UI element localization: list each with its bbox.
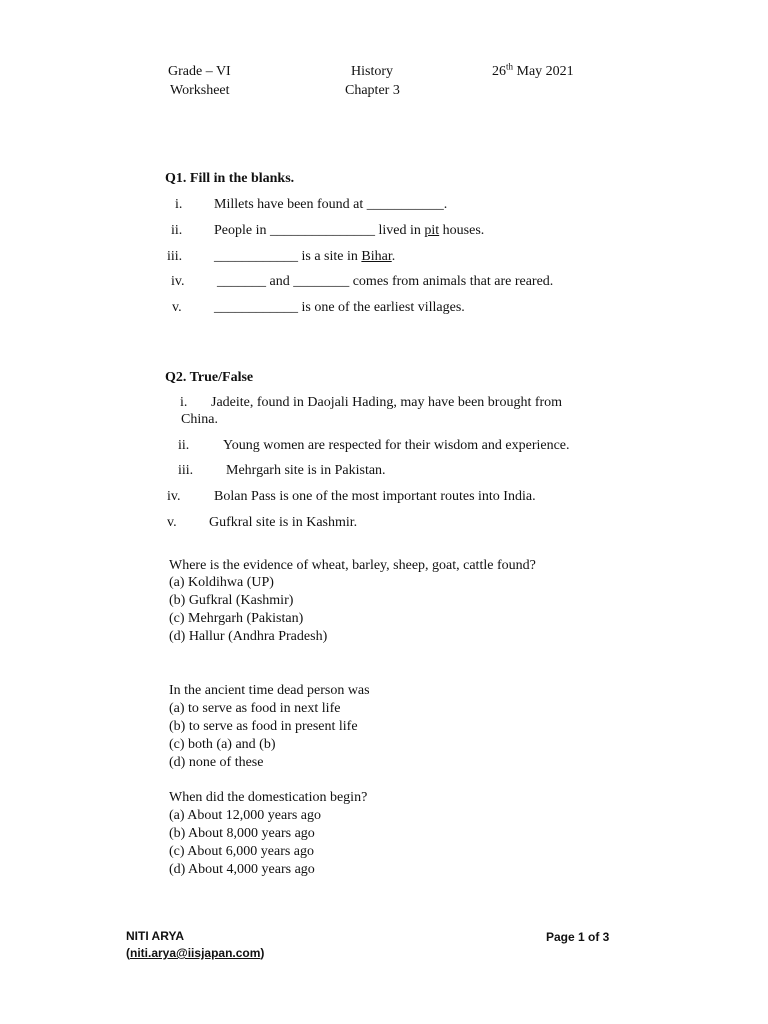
q1-item-text-part: ____________ is a site in (214, 249, 362, 264)
mcq-question: Where is the evidence of wheat, barley, sheep, goat, cattle found? (169, 558, 536, 573)
subject-label: History (351, 64, 393, 79)
footer-email-link[interactable]: niti.arya@iisjapan.com (130, 946, 261, 960)
q1-item-text (214, 222, 484, 240)
q1-item-underlined-word: Bihar (361, 249, 392, 264)
q1-item-text-part: . (391, 249, 396, 264)
date-suffix: th (506, 61, 514, 72)
q1-item-text-part: People in _______________ lived in (214, 223, 425, 238)
date-label (492, 63, 574, 81)
mcq-option: (d) none of these (169, 755, 264, 770)
q2-item-num: iii. (178, 463, 194, 478)
q1-item-num: i. (175, 197, 183, 212)
q1-item-num: ii. (171, 223, 183, 238)
q1-item-text: Millets have been found at ___________. (214, 197, 448, 212)
q1-item-num: iv. (171, 274, 185, 289)
mcq-question: In the ancient time dead person was (169, 683, 370, 698)
q2-item-num: iv. (167, 489, 181, 504)
q1-item-num: iii. (167, 249, 183, 264)
q1-item-num: v. (172, 300, 182, 315)
q2-title: Q2. True/False (165, 370, 254, 385)
mcq-option: (a) Koldihwa (UP) (169, 575, 274, 590)
q1-item-underlined-word: pit (424, 223, 440, 238)
mcq-option: (b) to serve as food in present life (169, 719, 358, 734)
mcq-option: (c) About 6,000 years ago (169, 844, 315, 859)
footer-email-close: ) (260, 946, 265, 960)
q1-item-text: _______ and ________ comes from animals that are reared. (217, 274, 554, 289)
q2-item-text: Young women are respected for their wisdom and experience. (223, 438, 570, 453)
date-day: 26 (492, 64, 506, 79)
footer-page-number: Page 1 of 3 (546, 930, 610, 944)
footer-email-open: ( (126, 946, 130, 960)
footer-author: NITI ARYA (126, 929, 185, 943)
mcq-option: (c) Mehrgarh (Pakistan) (169, 611, 304, 626)
q1-title: Q1. Fill in the blanks. (165, 171, 295, 186)
q2-item-text: Gufkral site is in Kashmir. (209, 515, 358, 530)
q2-item-num: i. (180, 395, 188, 410)
q2-item-num: v. (167, 515, 177, 530)
date-rest: May 2021 (513, 64, 574, 79)
chapter-label: Chapter 3 (345, 83, 400, 98)
q2-item-num: ii. (178, 438, 190, 453)
q2-item-text-continued: China. (181, 412, 218, 427)
worksheet-label: Worksheet (170, 83, 230, 98)
mcq-question: When did the domestication begin? (169, 790, 368, 805)
q2-item-text: Jadeite, found in Daojali Hading, may have been brought from (211, 395, 563, 410)
grade-label: Grade – VI (168, 64, 231, 79)
mcq-option: (d) About 4,000 years ago (169, 862, 315, 877)
q1-item-text-part: houses. (439, 223, 485, 238)
mcq-option: (c) both (a) and (b) (169, 737, 276, 752)
q2-item-text: Bolan Pass is one of the most important routes into India. (214, 489, 536, 504)
q1-item-text (214, 248, 395, 266)
mcq-option: (b) About 8,000 years ago (169, 826, 315, 841)
q2-item-text: Mehrgarh site is in Pakistan. (226, 463, 386, 478)
mcq-option: (a) to serve as food in next life (169, 701, 341, 716)
mcq-option: (b) Gufkral (Kashmir) (169, 593, 294, 608)
footer-email-line (126, 944, 264, 962)
mcq-option: (a) About 12,000 years ago (169, 808, 322, 823)
mcq-option: (d) Hallur (Andhra Pradesh) (169, 629, 328, 644)
q1-item-text: ____________ is one of the earliest villages. (214, 300, 465, 315)
